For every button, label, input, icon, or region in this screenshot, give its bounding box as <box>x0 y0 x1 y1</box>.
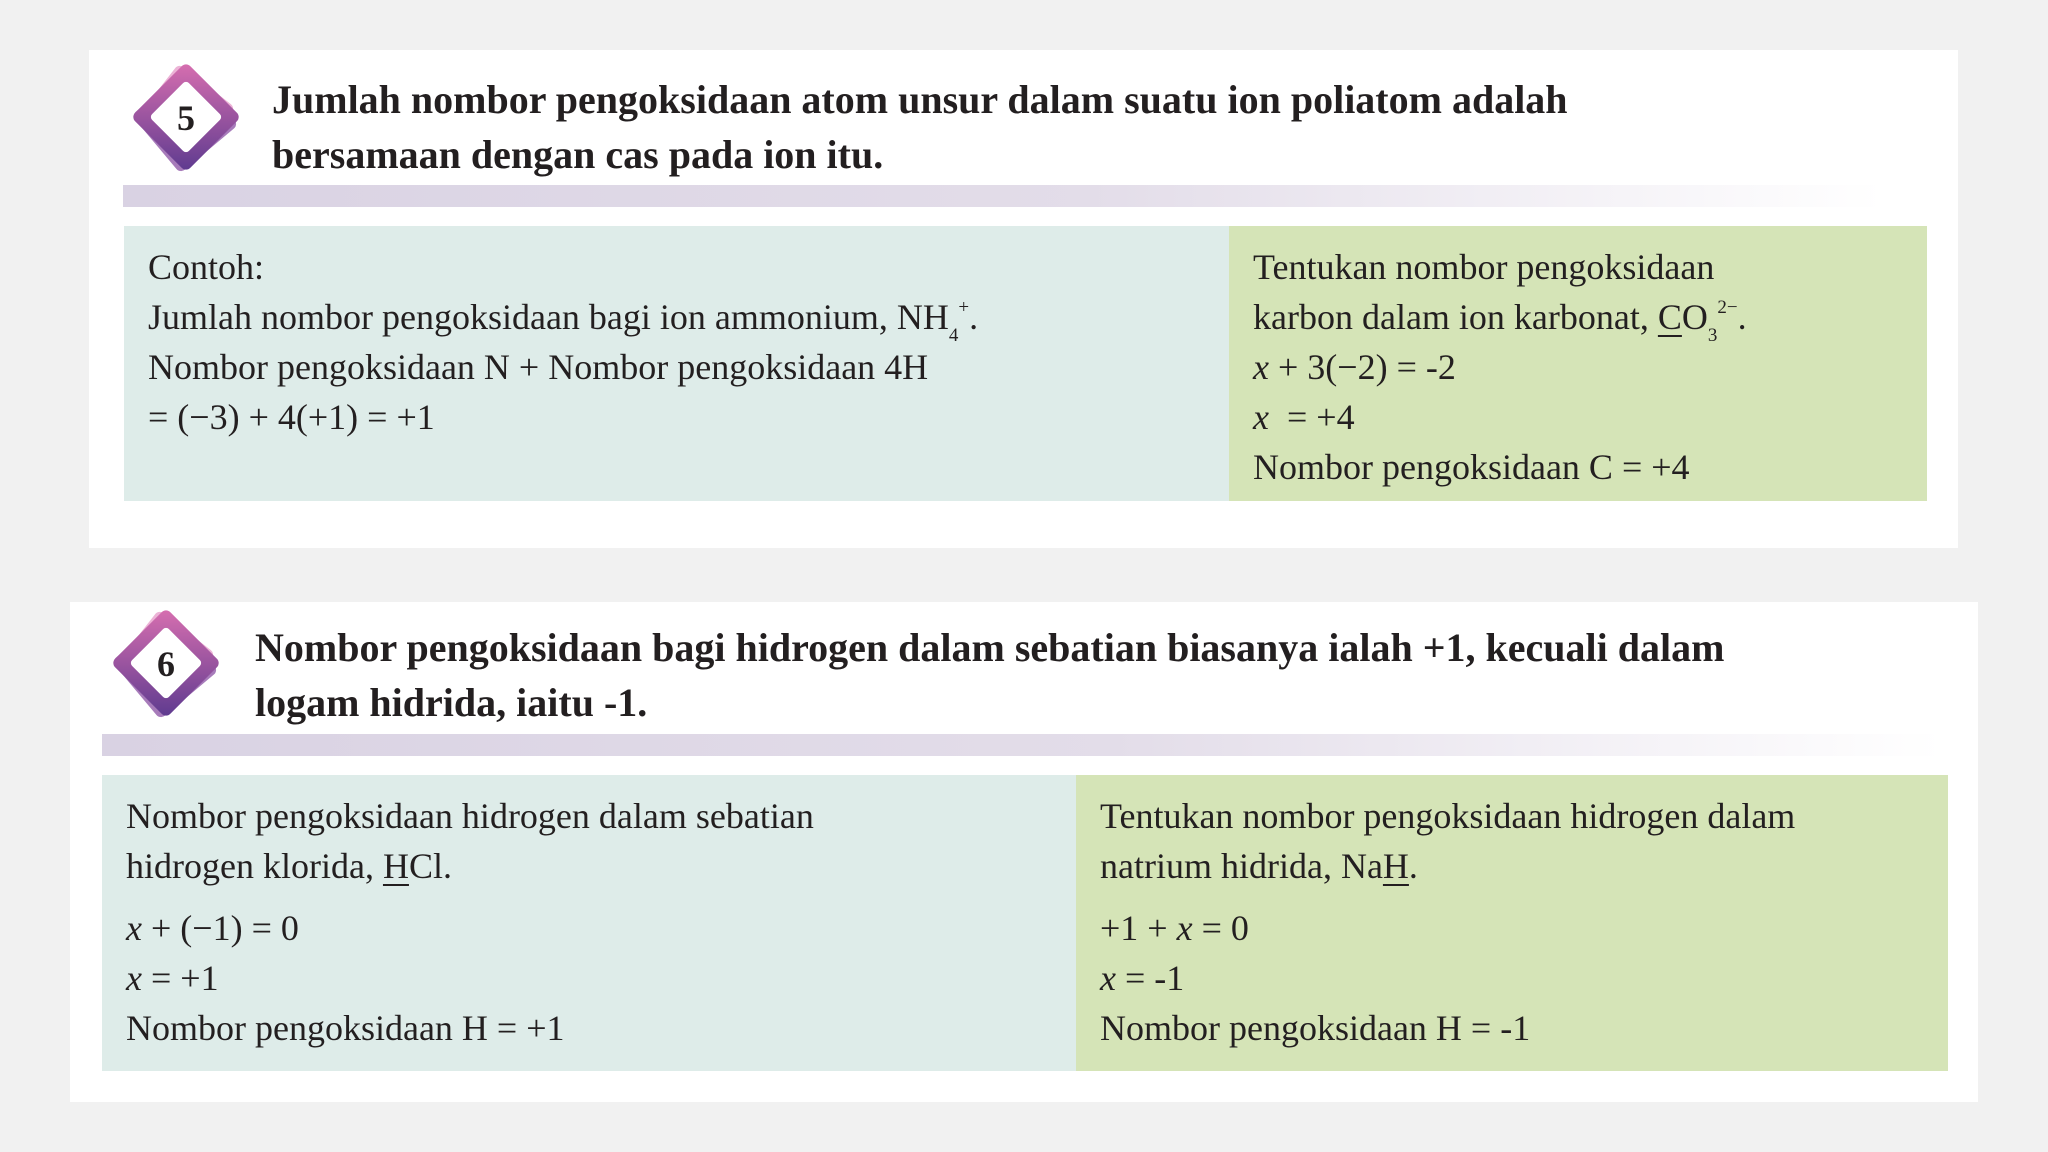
example-line: Nombor pengoksidaan N + Nombor pengoksidaan 4H <box>148 347 929 387</box>
example-line: Nombor pengoksidaan hidrogen dalam sebatian <box>126 796 814 836</box>
exercise-line: Nombor pengoksidaan C = +4 <box>1253 447 1690 487</box>
diamond-number-badge <box>123 56 248 181</box>
exercise-line: x + 3(−2) = -2 <box>1253 347 1456 387</box>
exercise-line: natrium hidrida, NaH. <box>1100 846 1418 886</box>
example-line: Jumlah nombor pengoksidaan bagi ion ammonium, $NH_4^+$. <box>148 297 979 346</box>
svg-text:5: 5 <box>177 98 195 138</box>
example-line: x = +1 <box>126 958 219 998</box>
exercise-line: x = -1 <box>1100 958 1185 998</box>
example-line: x + (−1) = 0 <box>126 908 299 948</box>
rule-5-title-line-2: bersamaan dengan cas pada ion itu. <box>272 132 884 177</box>
exercise-panel <box>1229 226 1927 501</box>
rule-5-title <box>272 72 1568 182</box>
diamond-badge-icon <box>103 602 228 727</box>
rule-6-card <box>70 602 1978 1102</box>
svg-text:6: 6 <box>157 644 175 684</box>
exercise-line: Tentukan nombor pengoksidaan hidrogen dalam <box>1100 796 1796 836</box>
example-label: Contoh: <box>148 247 265 287</box>
example-line: Nombor pengoksidaan H = +1 <box>126 1008 565 1048</box>
rule-5-card <box>89 50 1958 548</box>
exercise-line: x = +4 <box>1253 397 1355 437</box>
example-panel <box>102 775 1076 1071</box>
title-underline-bar <box>123 185 1883 207</box>
diamond-number-badge <box>103 602 228 727</box>
rule-6-title <box>255 620 1724 730</box>
example-line: hidrogen klorida, HCl. <box>126 846 452 886</box>
rule-6-title-line-1: Nombor pengoksidaan bagi hidrogen dalam sebatian biasanya ialah +1, kecuali dalam <box>255 625 1725 670</box>
exercise-line: karbon dalam ion karbonat, $CO_3^{2-}$. <box>1253 297 1747 346</box>
exercise-line: Nombor pengoksidaan H = -1 <box>1100 1008 1531 1048</box>
title-underline-bar <box>102 734 1942 756</box>
rule-5-title-line-1: Jumlah nombor pengoksidaan atom unsur dalam suatu ion poliatom adalah <box>272 77 1568 122</box>
diamond-badge-icon <box>123 56 248 181</box>
example-panel <box>124 226 1229 501</box>
exercise-line: +1 + x = 0 <box>1100 908 1249 948</box>
exercise-line: Tentukan nombor pengoksidaan <box>1253 247 1715 287</box>
example-line: = (−3) + 4(+1) = +1 <box>148 397 435 437</box>
exercise-panel <box>1076 775 1948 1071</box>
rule-6-title-line-2: logam hidrida, iaitu -1. <box>255 680 648 725</box>
